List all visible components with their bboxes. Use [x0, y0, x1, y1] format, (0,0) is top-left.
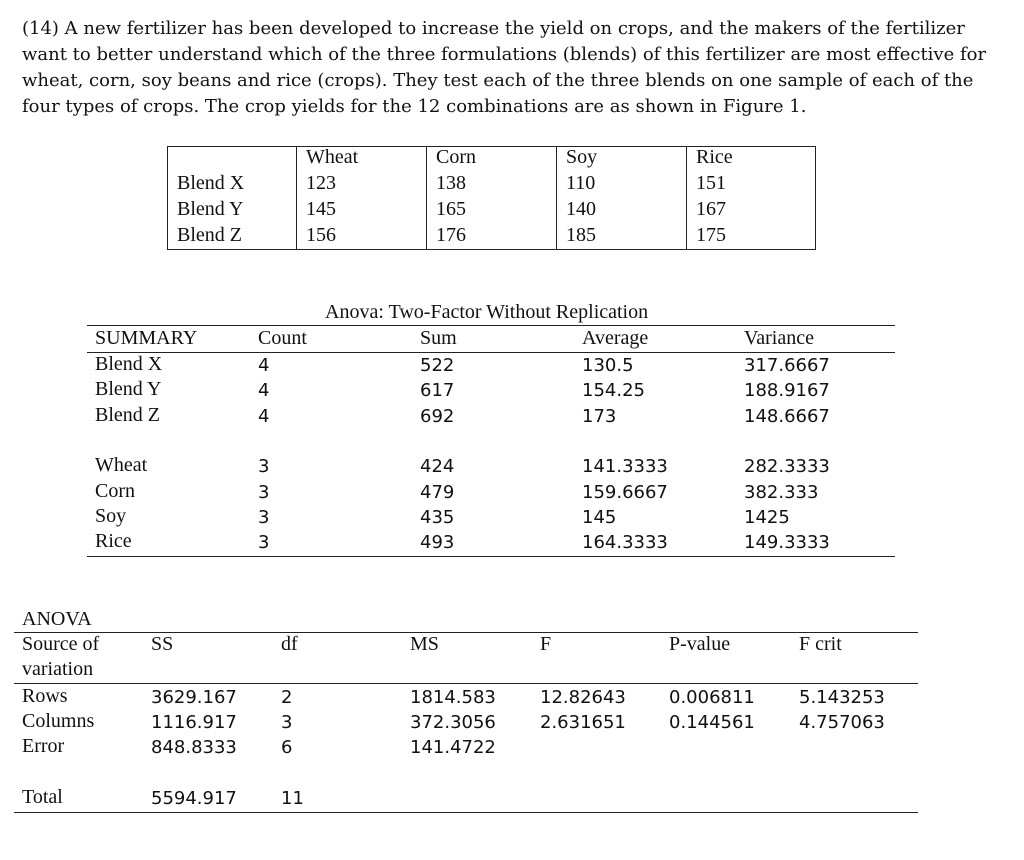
- anova-cell: 3629.167: [151, 687, 237, 708]
- anova-header: Source of: [22, 633, 100, 655]
- summary-header: Variance: [744, 327, 814, 349]
- summary-cell: 479: [420, 482, 455, 503]
- row-label: Blend Z: [177, 224, 242, 246]
- summary-cell: 493: [420, 532, 455, 553]
- anova-cell: 4.757063: [799, 712, 885, 733]
- summary-cell: 154.25: [582, 380, 645, 401]
- summary-cell: 435: [420, 507, 455, 528]
- col-header-corn: Corn: [436, 146, 476, 168]
- summary-cell: 4: [258, 355, 270, 376]
- summary-cell: 4: [258, 406, 270, 427]
- table-cell: 110: [566, 172, 596, 194]
- anova-title: Anova: Two-Factor Without Replication: [325, 301, 649, 323]
- summary-cell: 522: [420, 355, 455, 376]
- col-header-soy: Soy: [566, 146, 598, 168]
- summary-row-label: Wheat: [95, 454, 148, 476]
- question-text: (14) A new fertilizer has been developed to increase the yield on crops, and the makers of the fertilizer want to better understand which of the three formulations (blends) of this fertilizer are most effective for wheat, corn, soy beans and rice (crops). They test each of the three blends on one sample of each of the four types of crops. The crop yields for the 12 combinations are as shown in Figure 1.: [22, 18, 987, 117]
- anova-label: ANOVA: [22, 608, 92, 630]
- summary-row-label: Corn: [95, 480, 135, 502]
- summary-cell: 3: [258, 507, 270, 528]
- summary-cell: 4: [258, 380, 270, 401]
- table-cell: 167: [696, 198, 726, 220]
- summary-header: Average: [582, 327, 649, 349]
- summary-header: Count: [258, 327, 307, 349]
- summary-header: Sum: [420, 327, 457, 349]
- row-label: Blend X: [177, 172, 245, 194]
- anova-cell: 3: [281, 712, 293, 733]
- summary-header: SUMMARY: [95, 327, 198, 349]
- summary-cell: 382.333: [744, 482, 819, 503]
- summary-row-label: Blend Z: [95, 404, 160, 426]
- summary-cell: 145: [582, 507, 617, 528]
- table-cell: 175: [696, 224, 726, 246]
- summary-cell: 282.3333: [744, 456, 830, 477]
- anova-header: F: [540, 633, 552, 655]
- summary-cell: 3: [258, 482, 270, 503]
- anova-cell: 141.4722: [410, 737, 496, 758]
- summary-cell: 617: [420, 380, 455, 401]
- table-cell: 151: [696, 172, 726, 194]
- table-cell: 176: [436, 224, 466, 246]
- summary-cell: 130.5: [582, 355, 634, 376]
- anova-cell: 1116.917: [151, 712, 237, 733]
- anova-cell: 6: [281, 737, 293, 758]
- anova-cell: 848.8333: [151, 737, 237, 758]
- table-cell: 138: [436, 172, 466, 194]
- anova-row-label: Columns: [22, 710, 95, 732]
- anova-cell: 2: [281, 687, 293, 708]
- summary-cell: 3: [258, 456, 270, 477]
- anova-header-cont: variation: [22, 658, 94, 680]
- anova-header: P-value: [669, 633, 731, 655]
- anova-row-label: Rows: [22, 685, 68, 707]
- summary-cell: 424: [420, 456, 455, 477]
- anova-cell: 5.143253: [799, 687, 885, 708]
- anova-row-label: Error: [22, 735, 65, 757]
- table-cell: 145: [306, 198, 336, 220]
- table-cell: 165: [436, 198, 466, 220]
- summary-cell: 148.6667: [744, 406, 830, 427]
- summary-cell: 1425: [744, 507, 790, 528]
- summary-cell: 149.3333: [744, 532, 830, 553]
- anova-cell: 11: [281, 788, 304, 809]
- anova-cell: 12.82643: [540, 687, 626, 708]
- anova-header: F crit: [799, 633, 842, 655]
- table-cell: 185: [566, 224, 596, 246]
- table-cell: 123: [306, 172, 336, 194]
- summary-cell: 3: [258, 532, 270, 553]
- summary-cell: 692: [420, 406, 455, 427]
- anova-header: SS: [151, 633, 174, 655]
- summary-cell: 141.3333: [582, 456, 668, 477]
- anova-cell: 0.144561: [669, 712, 755, 733]
- row-label: Blend Y: [177, 198, 244, 220]
- anova-cell: 372.3056: [410, 712, 496, 733]
- anova-header: MS: [410, 633, 439, 655]
- anova-cell: 2.631651: [540, 712, 626, 733]
- summary-row-label: Blend X: [95, 353, 163, 375]
- anova-header: df: [281, 633, 298, 655]
- anova-cell: 0.006811: [669, 687, 755, 708]
- table-cell: 140: [566, 198, 596, 220]
- summary-cell: 317.6667: [744, 355, 830, 376]
- summary-row-label: Blend Y: [95, 378, 162, 400]
- summary-cell: 164.3333: [582, 532, 668, 553]
- col-header-rice: Rice: [696, 146, 733, 168]
- summary-cell: 188.9167: [744, 380, 830, 401]
- anova-cell: 5594.917: [151, 788, 237, 809]
- col-header-wheat: Wheat: [306, 146, 359, 168]
- summary-row-label: Soy: [95, 505, 127, 527]
- summary-row-label: Rice: [95, 530, 132, 552]
- anova-total-label: Total: [22, 786, 63, 808]
- anova-cell: 1814.583: [410, 687, 496, 708]
- summary-cell: 173: [582, 406, 617, 427]
- table-cell: 156: [306, 224, 336, 246]
- summary-cell: 159.6667: [582, 482, 668, 503]
